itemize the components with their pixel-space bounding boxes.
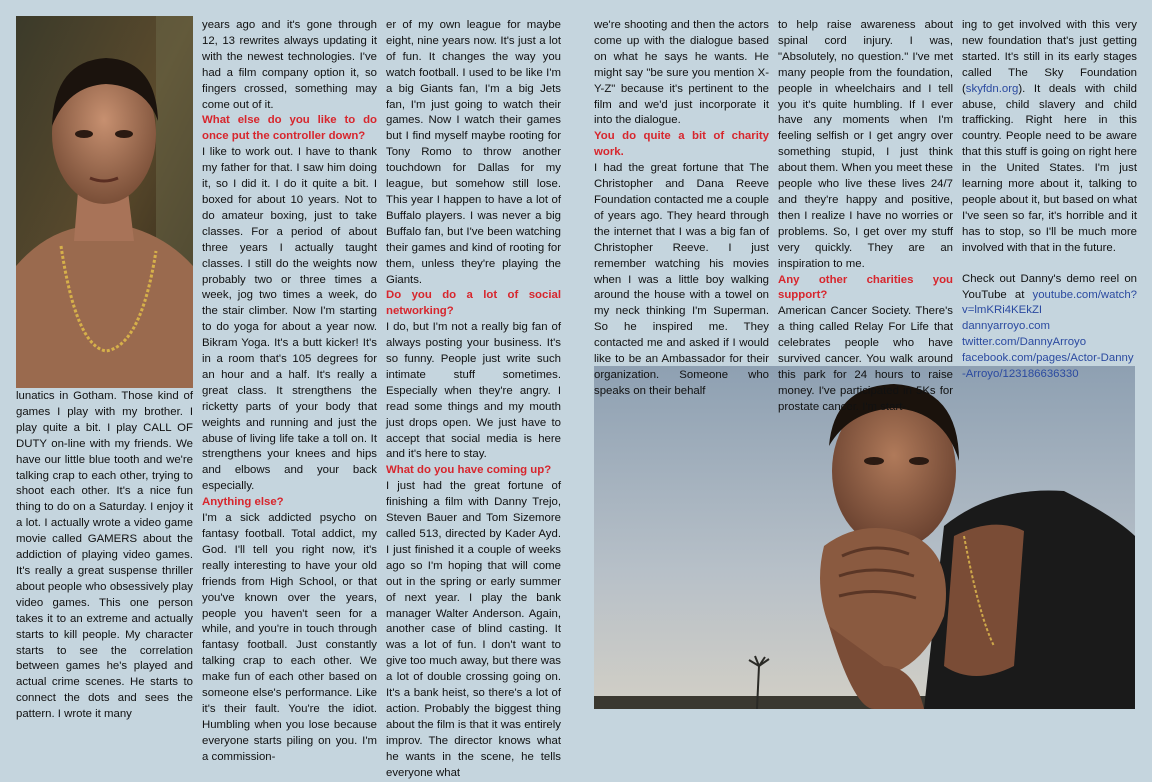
paragraph: I'm a sick addicted psycho on fantasy football. Total addict, my God. I'll tell you right now, it's really interesting to have your old friends from High School, or that you've known over the years, people you haven't seen for a while, and you're in touch through fantasy football. Just constantly talking crap to each other. We make fun of each other based on someone else's performance. Like it's their fault. You're the idiot. Humbling when you lose because everyone starts piling on you. I'm a commission- (202, 512, 377, 763)
hands-clasped-photo (594, 366, 1135, 709)
paragraph: American Cancer Society. There's a thing called Relay For Life that celebrates people who have survived cancer. You walk around this park for 24 hours to raise money. I've participated in 5Ks for prostate cancer. I'm start- (778, 305, 953, 413)
paragraph: I do, but I'm not a really big fan of always posting your business. It's so funny. People just write such intimate stuff sometimes. Especially when they're angry. I read some things and my mouth just drops open. We just have to accept that social media is here and it's here to stay. (386, 321, 561, 461)
sky-foundation-link[interactable]: skyfdn.org (965, 82, 1019, 95)
paragraph: we're shooting and then the actors come up with the dialogue based on what he says he wants. He might say "be sure you mention X-Y-Z" because it's pertinent to the film and we'd just incorporate it into the dialogue. (594, 19, 769, 127)
interview-question: Do you do a lot of social networking? (386, 289, 561, 318)
portrait-image (16, 16, 193, 388)
portrait-photo (16, 16, 193, 388)
paragraph: to help raise awareness about spinal cord injury. I was, "Absolutely, no question." I've met many people from the foundation, people in wheelchairs and I tell you it's quite humbling. If I ever have any moments when I'm feeling selfish or I get angry over something stupid, I just think about them. When you meet these people who live these lives 24/7 and they're happy and positive, then I realize I have no worries or problems. So, I get over my stuff very quickly. They are an inspiration to me. (778, 19, 953, 270)
article-column-2 (202, 18, 377, 763)
article-column-4 (594, 18, 769, 397)
interview-question: You do quite a bit of charity work. (594, 130, 769, 159)
article-column-5 (778, 18, 953, 413)
paragraph-text: ). It deals with child abuse, child slavery and child trafficking. Right here in this country. People need to be aware that this stuff is going on right here in the United States. I'm just learning more about it, talking to people about it, but based on what I've seen so far, it's horrible and it has to stop, so I'll be much more involved with that in the future. (962, 82, 1137, 254)
link-line (962, 335, 1137, 351)
hands-clasped-image (594, 366, 1135, 709)
article-column-3 (386, 18, 561, 779)
article-column-6 (962, 18, 1137, 381)
paragraph-text: ing to get involved with this very new foundation that's just getting started. It's still in its early stages called The Sky Foundation ( (962, 19, 1137, 95)
paragraph (962, 18, 1137, 257)
paragraph: lunatics in Gotham. Those kind of games I play with my brother. I play quite a bit. I play CALL OF DUTY on-line with my friends. We have our little blue tooth and we're talking crap to each other, trying to shoot each other. It's a nice fun thing to do on a Saturday. I enjoy it a lot. I actually wrote a video game movie called GAMERS about the addiction of playing video games. It's really a great suspense thriller about people who obsessively play video games. This one person takes it to an extreme and actually starts to kill people. My character starts to see the correlation between games he's played and actual crime scenes. He starts to connect the dots and sees the pattern. I wrote it many (16, 390, 193, 721)
paragraph: I had the great fortune that The Christopher and Dana Reeve Foundation contacted me a couple of years ago. They heard through the internet that I was a big fan of Christopher Reeve. I just remember watching his movies when I was a little boy walking around the house with a towel on my neck thinking I'm Superman. So he inspired me. They contacted me and asked if I would like to be an Ambassador for their organization. Someone who speaks on their behalf (594, 162, 769, 397)
paragraph-spacer (962, 257, 1137, 272)
link-line (962, 351, 1137, 383)
youtube-link[interactable]: youtube.com/watch?v=lmKRi4KEkZI (962, 288, 1137, 317)
interview-question: What do you have coming up? (386, 464, 552, 477)
paragraph-text: Check out Danny's demo reel on YouTube at (962, 272, 1137, 301)
paragraph: years ago and it's gone through 12, 13 rewrites always updating it with the newest technologies. I've had a film company option it, so fingers crossed, something may come out of it. (202, 19, 377, 111)
paragraph: I just had the great fortune of finishing a film with Danny Trejo, Steven Bauer and Tom Sizemore called 513, directed by Kader Ayd. I just finished it a couple of weeks ago so I'm hoping that will come out in the spring or early summer of next year. I play the bank manager Walter Anderson. Again, another case of blind casting. It was a lot of fun. I don't want to give too much away, but there was a lot of double crossing going on. It's a bank heist, so there's a lot of action. Probably the biggest thing about the film is that it was entirely improv. The director knows what he wants in the scene, he tells everyone what (386, 480, 561, 779)
paragraph: I like to work out. I have to thank my father for that. I saw him doing it, so I did it. I do it quite a bit. I boxed for about 10 years. Not to do amateur boxing, just to take classes. For a period of about three years I actually taught classes. I still do the weights now probably two or three times a week, jog two times a week, do the stair climber. Now I'm starting to do yoga for about a year now. Bikram Yoga. It's a butt kicker! It's in a room that's 105 degrees for an hour and a half. It's really a great class. It strengthens the ricketty parts of your body that weights and running and just the abuse of living life take a toll on. It strengthens your knees and hips and elbows and your back especially. (202, 146, 377, 493)
interview-question: Any other charities you support? (778, 273, 953, 302)
paragraph: er of my own league for maybe eight, nine years now. It's just a lot of fun. It changes the way you watch football. I used to be like I'm a big Giants fan, I'm a big Jets fan, I'm just going to watch their games. Now I watch their games but I find myself maybe rooting for Tony Romo to throw another touchdown for Dallas for my league, but somehow still lose. This year I happen to have a lot of Buffalo players. I was never a big Buffalo fan, but I've been watching their games and kind of rooting for them, unless they're playing the Giants. (386, 19, 561, 286)
link-line (962, 319, 1137, 335)
interview-question: What else do you like to do once put the controller down? (202, 114, 377, 143)
facebook-link[interactable]: facebook.com/pages/Actor-Danny-Arroyo/123186636330 (962, 352, 1134, 381)
website-link[interactable]: dannyarroyo.com (962, 320, 1051, 333)
twitter-link[interactable]: twitter.com/DannyArroyo (962, 336, 1087, 349)
article-column-1 (16, 389, 193, 721)
paragraph (962, 272, 1137, 320)
interview-question: Anything else? (202, 496, 284, 509)
